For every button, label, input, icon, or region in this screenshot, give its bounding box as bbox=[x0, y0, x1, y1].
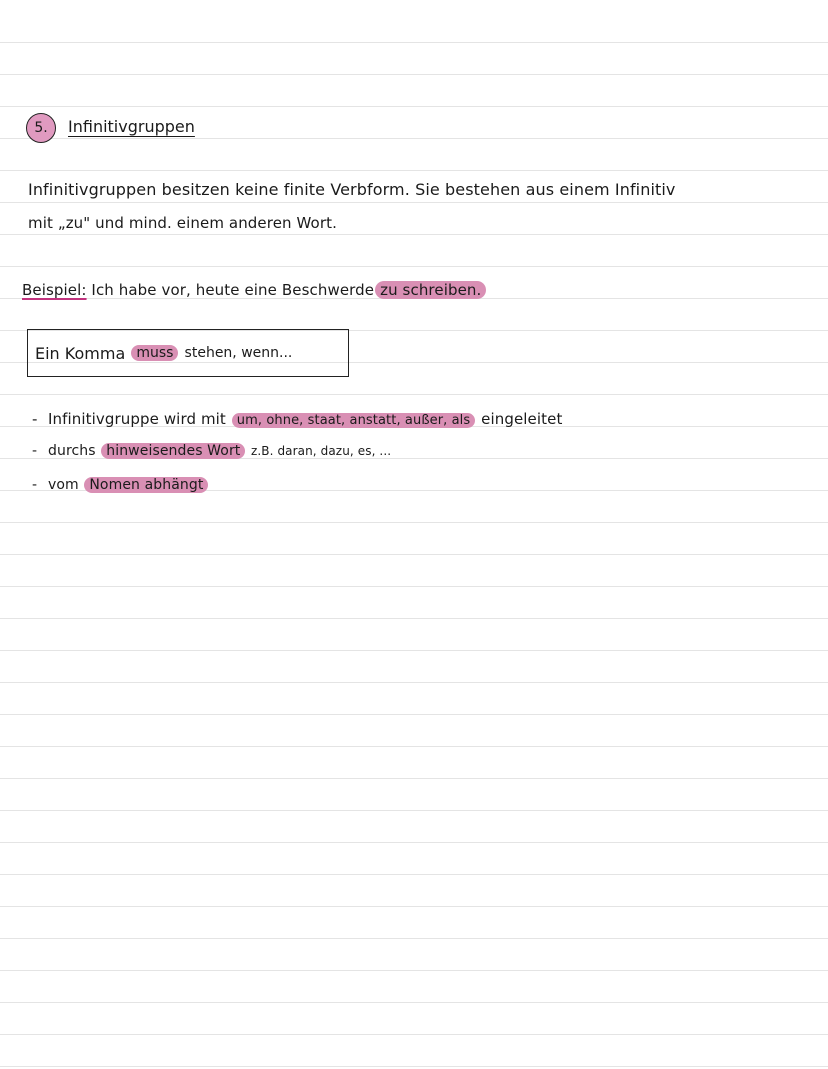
section-number: 5. bbox=[34, 120, 48, 136]
bullet-highlight: Nomen abhängt bbox=[84, 477, 208, 493]
bullet-text-after: eingeleitet bbox=[481, 410, 563, 428]
intro-line-2: mit „zu" und mind. einem anderen Wort. bbox=[28, 214, 337, 232]
example-highlight: zu schreiben. bbox=[375, 281, 486, 299]
example-line bbox=[22, 281, 487, 299]
section-number-badge bbox=[26, 113, 56, 143]
section-title: Infinitivgruppen bbox=[68, 117, 195, 136]
bullet-item bbox=[32, 477, 209, 493]
intro-line-1: Infinitivgruppen besitzen keine finite Verbform. Sie bestehen aus einem Infinitiv bbox=[28, 180, 676, 199]
bullet-text: vom bbox=[48, 477, 79, 493]
bullet-dash: - bbox=[32, 443, 38, 459]
rule-prefix: Ein Komma bbox=[35, 343, 126, 363]
rule-highlight: muss bbox=[131, 345, 178, 361]
example-text: Ich habe vor, heute eine Beschwerde bbox=[91, 281, 375, 299]
bullet-text: Infinitivgruppe wird mit bbox=[48, 410, 226, 428]
example-label: Beispiel: bbox=[22, 281, 87, 299]
bullet-dash: - bbox=[32, 477, 38, 493]
bullet-dash: - bbox=[32, 410, 38, 428]
bullet-text-after: z.B. daran, dazu, es, ... bbox=[250, 444, 392, 458]
rule-suffix: stehen, wenn... bbox=[184, 345, 293, 361]
bullet-highlight: hinweisendes Wort bbox=[101, 443, 245, 459]
bullet-item bbox=[32, 443, 391, 459]
bullet-highlight: um, ohne, staat, anstatt, außer, als bbox=[232, 413, 475, 428]
bullet-item bbox=[32, 410, 562, 428]
bullet-text: durchs bbox=[48, 443, 96, 459]
rule-box bbox=[27, 329, 349, 377]
